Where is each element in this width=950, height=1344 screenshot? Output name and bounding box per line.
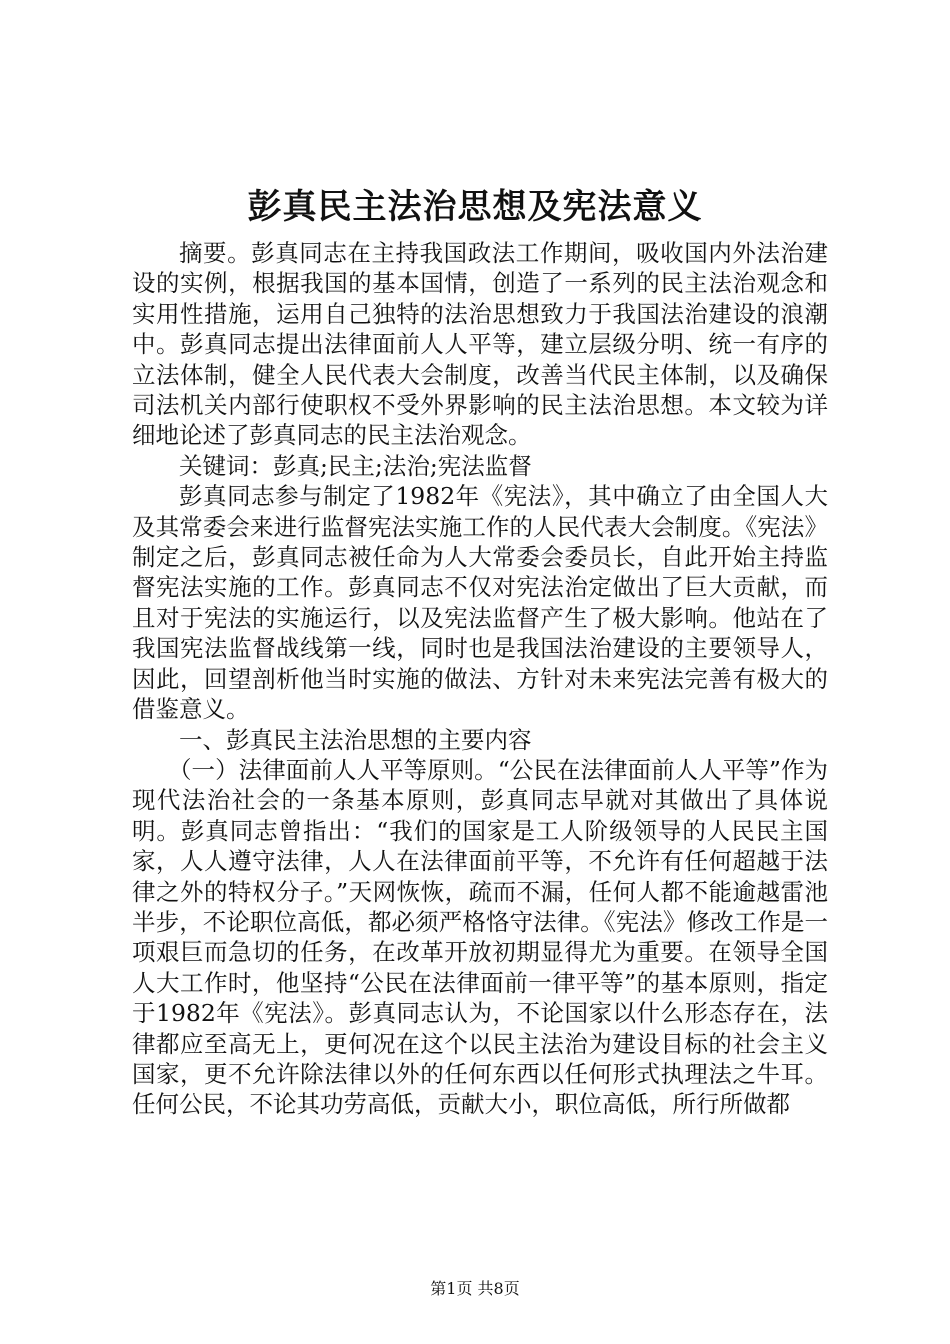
subsection-paragraph: （一）法律面前人人平等原则。“公民在法律面前人人平等”作为现代法治社会的一条基本原则，彭真同志早就对其做出了具体说明。彭真同志曾指出：“我们的国家是工人阶级领导的人民民主国家，人人遵守法律，人人在法律面前平等，不允许有任何超越于法律之外的特权分子。”天网恢恢，疏而不漏，任何人都不能逾越雷池半步，不论职位高低，都必须严格恪守法律。《宪法》修改工作是一项艰巨而急切的任务，在改革开放初期显得尤为重要。在领导全国人大工作时，他坚持“公民在法律面前一律平等”的基本原则，指定于1982年《宪法》。彭真同志认为，不论国家以什么形态存在，法律都应至高无上，更何况在这个以民主法治为建设目标的社会主义国家，更不允许除法律以外的任何东西以任何形式执理法之牛耳。任何公民，不论其功劳高低，贡献大小，职位高低，所行所做都 (132, 755, 828, 1119)
document-body (132, 238, 828, 1120)
document-title: 彭真民主法治思想及宪法意义 (247, 187, 703, 227)
intro-paragraph: 彭真同志参与制定了1982年《宪法》，其中确立了由全国人大及其常委会来进行监督宪法实施工作的人民代表大会制度。《宪法》制定之后，彭真同志被任命为人大常委会委员长，自此开始主持监督宪法实施的工作。彭真同志不仅对宪法治定做出了巨大贡献，而且对于宪法的实施运行，以及宪法监督产生了极大影响。他站在了我国宪法监督战线第一线，同时也是我国法治建设的主要领导人，因此，回望剖析他当时实施的做法、方针对未来宪法完善有极大的借鉴意义。 (132, 482, 828, 724)
page-footer: 第1页 共8页 (430, 1279, 520, 1298)
abstract-paragraph: 摘要。彭真同志在主持我国政法工作期间，吸收国内外法治建设的实例，根据我国的基本国情，创造了一系列的民主法治观念和实用性措施，运用自己独特的法治思想致力于我国法治建设的浪潮中。彭真同志提出法律面前人人平等，建立层级分明、统一有序的立法体制，健全人民代表大会制度，改善当代民主体制，以及确保司法机关内部行使职权不受外界影响的民主法治思想。本文较为详细地论述了彭真同志的民主法治观念。 (132, 239, 828, 450)
keywords-paragraph: 关键词：彭真;民主;法治;宪法监督 (179, 451, 532, 480)
section-heading: 一、彭真民主法治思想的主要内容 (179, 725, 532, 754)
